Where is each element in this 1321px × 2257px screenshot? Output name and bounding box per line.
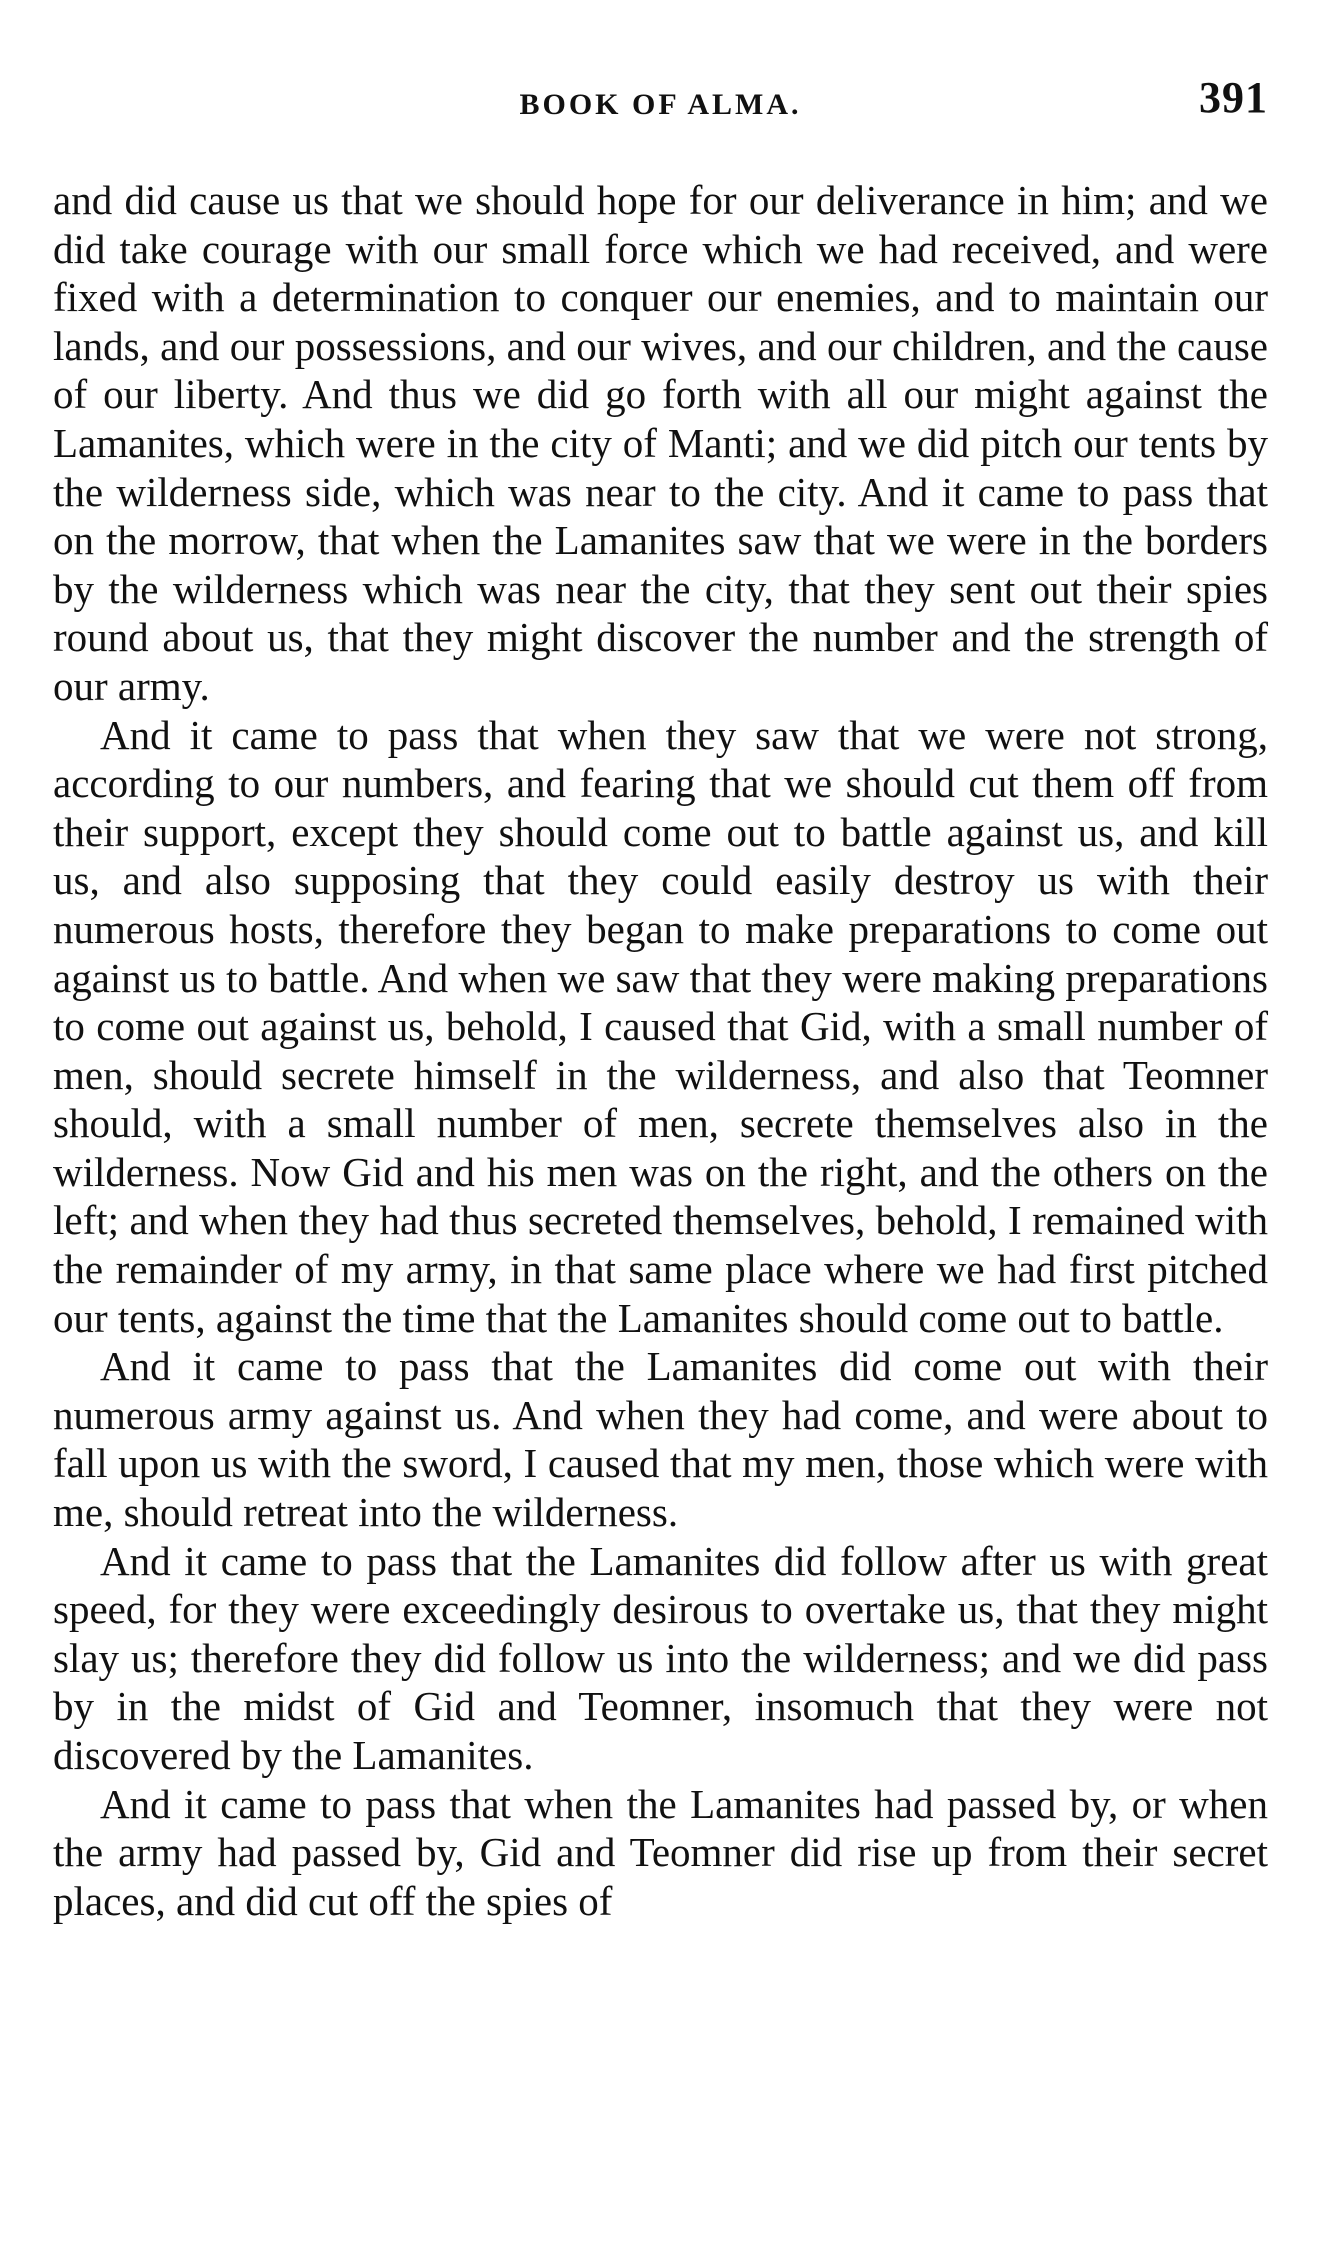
page-header xyxy=(53,60,1268,130)
paragraph-4: And it came to pass that the Lamanites did follow after us with great speed, for they were exceedingly desirous to overtake us, that they might slay us; therefore they did follow us into the wilderness; and we did pass by in the midst of Gid and Teomner, insomuch that they were not discovered by the Lamanites. xyxy=(53,1537,1268,1778)
paragraph-5: And it came to pass that when the Lamanites had passed by, or when the army had passed by, Gid and Teomner did rise up from their secret places, and did cut off the spies of xyxy=(53,1780,1268,1924)
running-head: BOOK OF ALMA. xyxy=(519,88,802,121)
page-number: 391 xyxy=(1199,73,1268,122)
paragraph-2: And it came to pass that when they saw that we were not strong, according to our numbers, and fearing that we should cut them off from their support, except they should come out to battle against us, and kill us, and also supposing that they could easily destroy us with their numerous hosts, therefore they began to make preparations to come out against us to battle. And when we saw that they were making preparations to come out against us, behold, I caused that Gid, with a small number of men, should secrete himself in the wilderness, and also that Teomner should, with a small number of men, secrete themselves also in the wilderness. Now Gid and his men was on the right, and the others on the left; and when they had thus secreted themselves, behold, I remained with the remainder of my army, in that same place where we had first pitched our tents, against the time that the Lamanites should come out to battle. xyxy=(53,711,1268,1341)
paragraph-1: and did cause us that we should hope for our deliverance in him; and we did take courage with our small force which we had received, and were fixed with a determination to conquer our enemies, and to maintain our lands, and our possessions, and our wives, and our children, and the cause of our liberty. And thus we did go forth with all our might against the Lamanites, which were in the city of Manti; and we did pitch our tents by the wilderness side, which was near to the city. And it came to pass that on the morrow, that when the Lamanites saw that we were in the borders by the wilderness which was near the city, that they sent out their spies round about us, that they might discover the number and the strength of our army. xyxy=(53,177,1268,709)
body-text xyxy=(53,176,1268,1925)
book-page xyxy=(53,60,1268,1925)
paragraph-3: And it came to pass that the Lamanites did come out with their numerous army against us. And when they had come, and were about to fall upon us with the sword, I caused that my men, those which were with me, should retreat into the wilderness. xyxy=(53,1343,1268,1536)
